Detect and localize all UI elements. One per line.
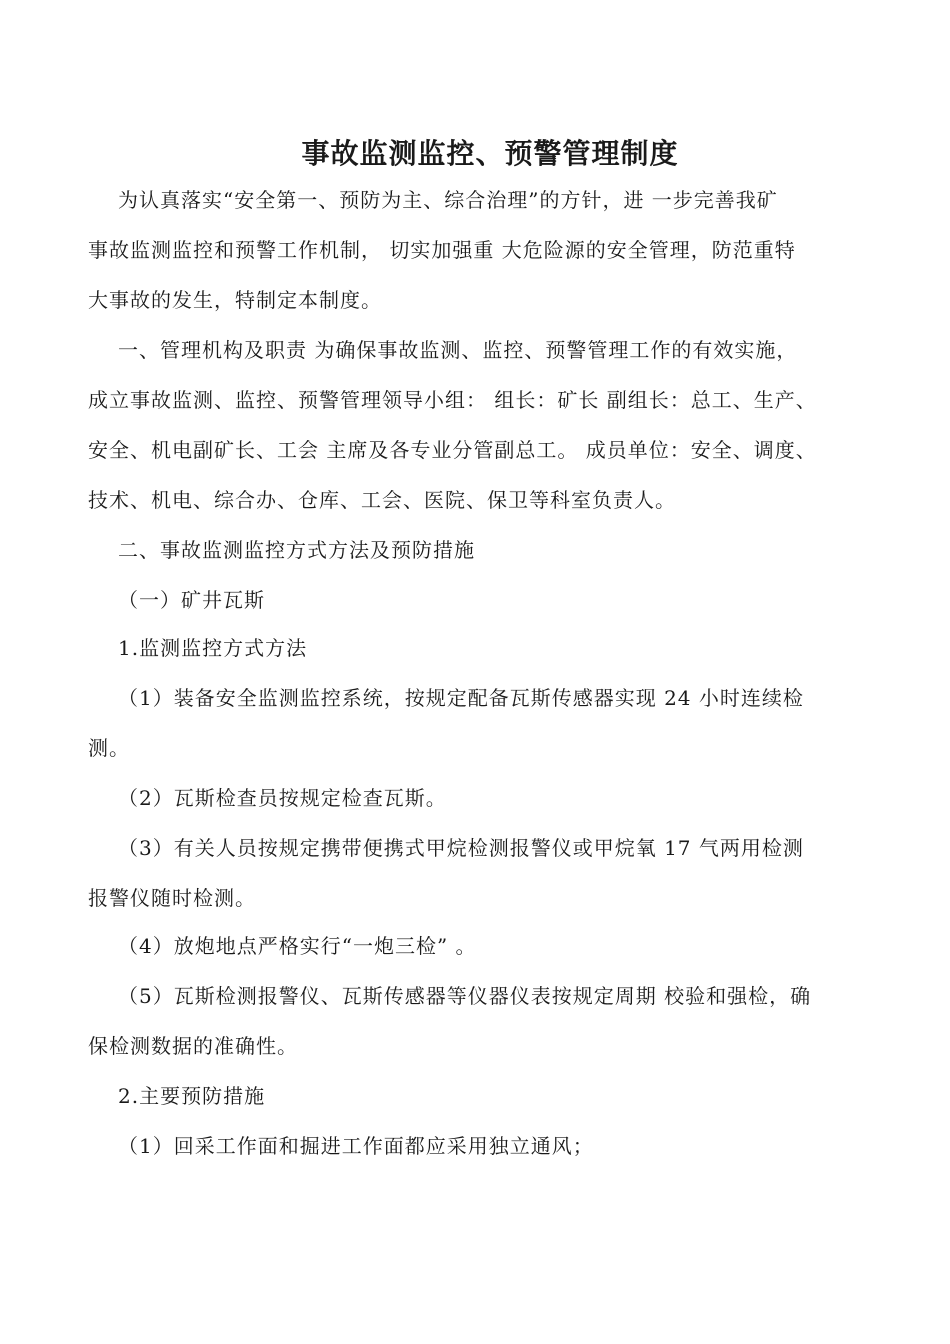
item-heading: 2.主要预防措施: [118, 1084, 266, 1108]
paragraph-line: 成立事故监测、监控、预警管理领导小组： 组长：矿长 副组长：总工、生产、: [88, 388, 817, 412]
section-heading: 二、事故监测监控方式方法及预防措施: [118, 538, 475, 562]
paragraph-line: （5）瓦斯检测报警仪、瓦斯传感器等仪器仪表按规定周期 校验和强检，确: [118, 984, 812, 1008]
paragraph-line: 一、管理机构及职责 为确保事故监测、监控、预警管理工作的有效实施，: [118, 338, 798, 362]
paragraph-line: （1）回采工作面和掘进工作面都应采用独立通风；: [118, 1134, 594, 1158]
paragraph-line: 技术、机电、综合办、仓库、工会、医院、保卫等科室负责人。: [88, 488, 676, 512]
paragraph-line: 测。: [88, 736, 130, 760]
document-title: 事故监测监控、预警管理制度: [301, 137, 679, 170]
subsection-heading: （一）矿井瓦斯: [118, 588, 265, 612]
paragraph-line: 保检测数据的准确性。: [88, 1034, 298, 1058]
paragraph-line: 为认真落实“安全第一、预防为主、综合治理”的方针，进 一步完善我矿: [118, 188, 778, 212]
paragraph-line: 大事故的发生，特制定本制度。: [88, 288, 382, 312]
paragraph-line: 安全、机电副矿长、工会 主席及各专业分管副总工。 成员单位：安全、调度、: [88, 438, 817, 462]
paragraph-line: （1）装备安全监测监控系统，按规定配备瓦斯传感器实现 24 小时连续检: [118, 686, 804, 710]
paragraph-line: （4）放炮地点严格实行“一炮三检” 。: [118, 934, 477, 958]
item-heading: 1.监测监控方式方法: [118, 636, 308, 660]
paragraph-line: （3）有关人员按规定携带便携式甲烷检测报警仪或甲烷氧 17 气两用检测: [118, 836, 804, 860]
paragraph-line: 报警仪随时检测。: [88, 886, 256, 910]
paragraph-line: （2）瓦斯检查员按规定检查瓦斯。: [118, 786, 447, 810]
paragraph-line: 事故监测监控和预警工作机制， 切实加强重 大危险源的安全管理，防范重特: [88, 238, 796, 262]
